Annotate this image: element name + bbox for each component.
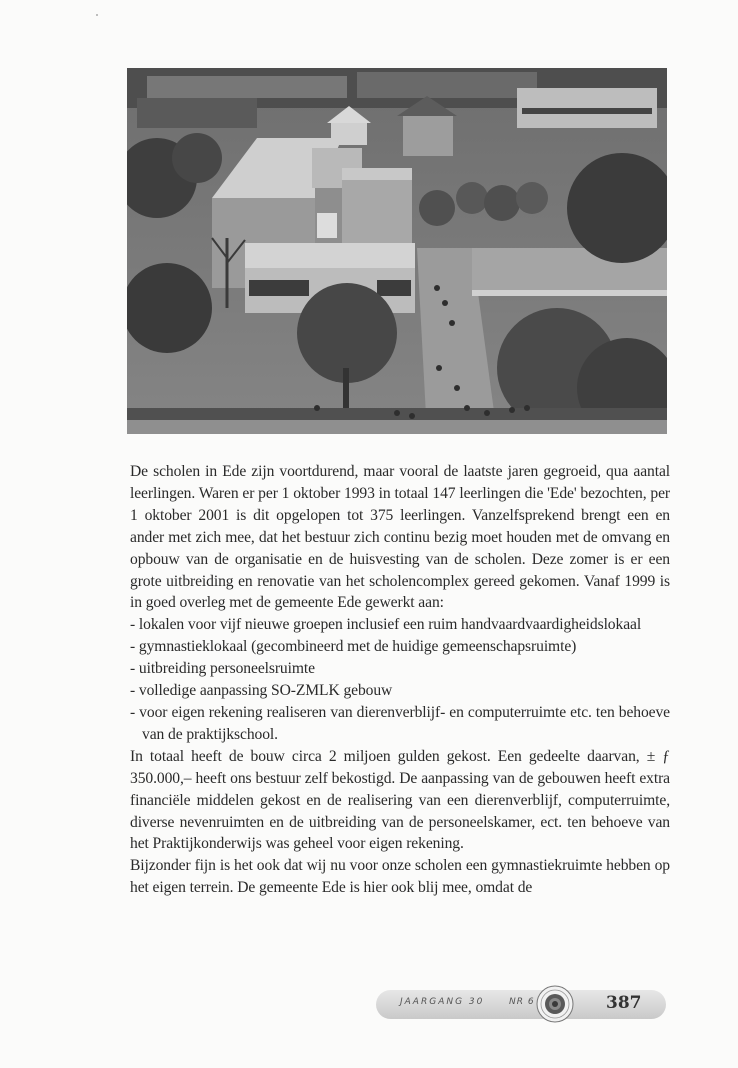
scan-speck (96, 14, 98, 16)
paragraph-gym: Bijzonder fijn is het ook dat wij nu voor onze scholen een gymnastiekruimte hebben op het eigen terrein. De gemeente Ede is hier ook blij mee, omdat de (130, 857, 670, 897)
list-item: - gymnastieklokaal (gecombineerd met de huidige gemeenschapsruimte) (130, 638, 577, 656)
list-item: - volledige aanpassing SO-ZMLK gebouw (130, 682, 393, 700)
list-item: - voor eigen rekening realiseren van dierenverblijf- en computerruimte etc. ten behoeve van de praktijkschool. (130, 703, 670, 743)
list-item: - lokalen voor vijf nieuwe groepen inclusief een ruim handvaardvaardigheidslokaal (130, 616, 642, 634)
photo-illustration (127, 68, 667, 434)
article-body (130, 461, 670, 899)
aerial-school-photo (127, 68, 667, 434)
work-list (130, 614, 670, 745)
list-item: - uitbreiding personeelsruimte (130, 660, 315, 678)
emblem-seal-icon (535, 985, 575, 1023)
paragraph-intro: De scholen in Ede zijn voortdurend, maar vooral de laatste jaren gegroeid, qua aantal leerlingen. Waren er per 1 oktober 1993 in totaal 147 leerlingen die 'Ede' bezochten, per 1 oktober 2001 is dit opgelopen tot 375 leerlingen. Vanzelfsprekend brengt een en ander met zich mee, dat het bestuur zich continu bezig moet houden met de omvang en opbouw van de organisatie en de huisvesting van de scholen. Deze zomer is er een grote uitbreiding en renovatie van het scholencomplex gereed gekomen. Vanaf 1999 is in goed overleg met de gemeente Ede gewerkt aan: (130, 463, 670, 612)
page-footer (376, 985, 670, 1023)
page-number: 387 (606, 993, 642, 1013)
issue-number: NR 6 (509, 997, 535, 1007)
paragraph-costs: In totaal heeft de bouw circa 2 miljoen gulden gekost. Een gedeelte daarvan, ± ƒ 350.000,– heeft ons bestuur zelf bekostigd. De aanpassing van de gebouwen heeft extra financiële middelen gekost en de realisering van een dierenverblijf, computerruimte, diverse nevenruimten en de uitbreiding van de personeelskamer, ect. ten behoeve van het Praktijkonderwijs was geheel voor eigen rekening. (130, 747, 670, 853)
journal-volume: JAARGANG 30 (400, 997, 485, 1007)
